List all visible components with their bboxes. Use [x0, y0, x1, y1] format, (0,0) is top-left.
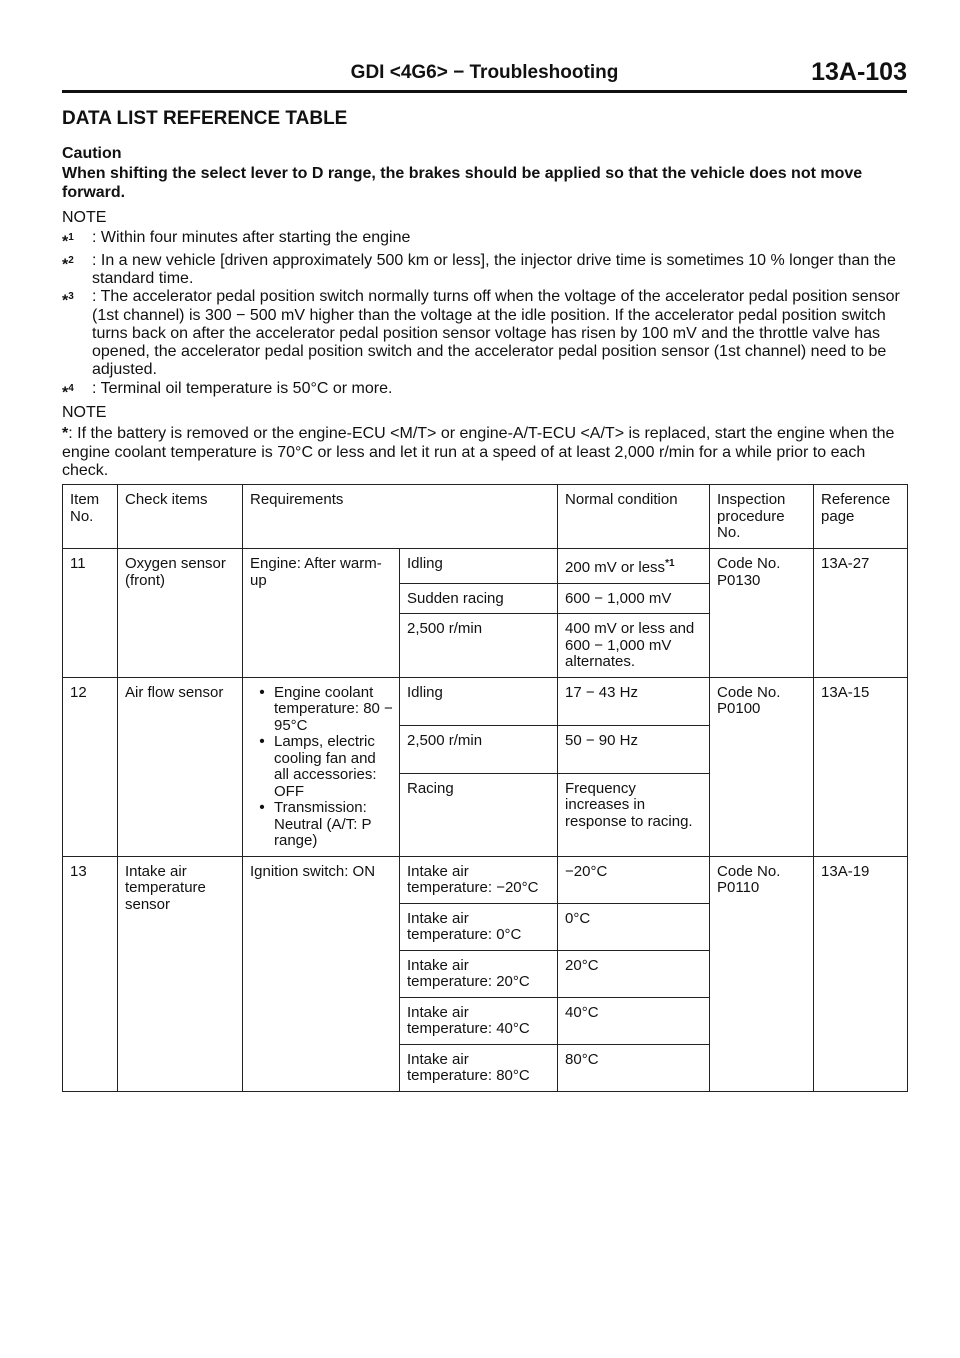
check-item: Oxygen sensor (front): [118, 549, 243, 678]
bullet-icon: •: [259, 683, 265, 701]
table-row: [63, 549, 908, 584]
header-reference-page: Reference page: [814, 485, 908, 549]
footnote-marker: *$^2$: [62, 254, 74, 273]
normal-condition: 17 − 43 Hz: [558, 677, 710, 725]
inspection-procedure: Code No. P0100: [710, 677, 814, 856]
reference-page: 13A-15: [814, 677, 908, 856]
requirement: Engine: After warm-up: [243, 549, 400, 678]
table-header-row: [63, 485, 908, 549]
reference-page: 13A-27: [814, 549, 908, 678]
table-row: [63, 677, 908, 725]
asterisk-icon: *1: [665, 558, 675, 569]
condition: Intake air temperature: 40°C: [400, 997, 558, 1044]
normal-condition: 600 − 1,000 mV: [558, 583, 710, 614]
reference-page: 13A-19: [814, 856, 908, 1091]
footnote-text: : Terminal oil temperature is 50°C or more.: [92, 379, 393, 397]
note2-text: [62, 425, 907, 481]
condition: 2,500 r/min: [400, 614, 558, 678]
requirement-list: [243, 677, 400, 856]
condition: Idling: [400, 549, 558, 584]
item-no: 13: [63, 856, 118, 1091]
normal-condition: 50 − 90 Hz: [558, 725, 710, 773]
bullet-icon: •: [259, 733, 265, 750]
check-item: Air flow sensor: [118, 677, 243, 856]
normal-condition: −20°C: [558, 856, 710, 903]
normal-condition: Frequency increases in response to racing.: [558, 773, 710, 856]
footnote-4: [62, 380, 907, 403]
data-list-table: [62, 484, 908, 1092]
header-check-items: Check items: [118, 485, 243, 549]
requirement-bullet: • Lamps, electric cooling fan and all accessories: OFF: [250, 734, 393, 800]
check-item: Intake air temperature sensor: [118, 856, 243, 1091]
page-header: [62, 58, 907, 93]
item-no: 12: [63, 677, 118, 856]
header-page-number: 13A-103: [811, 58, 907, 86]
header-requirements: Requirements: [243, 485, 558, 549]
footnote-2: [62, 252, 907, 289]
footnote-1: [62, 229, 907, 252]
note2-label: NOTE: [62, 404, 107, 421]
caution-text: When shifting the select lever to D range, the brakes should be applied so that the vehicle does not move forward.: [62, 165, 863, 201]
note2-marker: *: [62, 425, 69, 442]
normal-condition: 20°C: [558, 950, 710, 997]
section-heading: DATA LIST REFERENCE TABLE: [62, 108, 348, 129]
condition: Intake air temperature: −20°C: [400, 856, 558, 903]
condition: 2,500 r/min: [400, 725, 558, 773]
normal-condition: 200 mV or less$^{*1}$: [558, 549, 710, 584]
condition: Intake air temperature: 20°C: [400, 950, 558, 997]
normal-condition: 0°C: [558, 903, 710, 950]
footnote-text: : Within four minutes after starting the engine: [92, 229, 411, 246]
normal-condition: 40°C: [558, 997, 710, 1044]
header-inspection-procedure: Inspection procedure No.: [710, 485, 814, 549]
header-normal-condition: Normal condition: [558, 485, 710, 549]
condition: Idling: [400, 677, 558, 725]
requirement: Ignition switch: ON: [243, 856, 400, 1091]
note2-body: : If the battery is removed or the engine-ECU <M/T> or engine-A/T-ECU <A/T> is replaced, start the engine when the engine coolant temperature is 70°C or less and let it run at a speed of at least 2,000 r/min for a while prior to each check.: [62, 425, 895, 479]
footnote-marker: *$^4$: [62, 382, 74, 402]
inspection-procedure: Code No. P0130: [710, 549, 814, 678]
caution-label: Caution: [62, 145, 122, 162]
requirement-bullet: • Transmission: Neutral (A/T: P range): [250, 800, 393, 850]
normal-condition: 80°C: [558, 1044, 710, 1091]
condition: Racing: [400, 773, 558, 856]
header-title: GDI <4G6> − Troubleshooting: [350, 62, 619, 83]
item-no: 11: [63, 549, 118, 678]
normal-condition: 400 mV or less and 600 − 1,000 mV alternates.: [558, 614, 710, 678]
table-row: [63, 856, 908, 903]
condition: Intake air temperature: 80°C: [400, 1044, 558, 1091]
condition: Intake air temperature: 0°C: [400, 903, 558, 950]
footnote-marker: *$^1$: [62, 232, 74, 251]
note-label: NOTE: [62, 209, 107, 226]
requirement-bullet: • Engine coolant temperature: 80 − 95°C: [250, 685, 393, 735]
footnote-list: [62, 229, 907, 402]
header-item-no: Item No.: [63, 485, 118, 549]
bullet-icon: •: [259, 799, 265, 816]
inspection-procedure: Code No. P0110: [710, 856, 814, 1091]
condition: Sudden racing: [400, 583, 558, 614]
footnote-marker: *$^3$: [62, 291, 74, 310]
footnote-3: [62, 288, 907, 379]
footnote-text: : The accelerator pedal position switch normally turns off when the voltage of the accelerator pedal position sensor (1st channel) is 300 − 500 mV higher than the voltage at the idle position. If the accelerator pedal position switch turns back on after the accelerator pedal position sensor voltage has risen by 100 mV and the throttle valve has opened, the accelerator pedal position switch and the accelerator pedal position sensor (1st channel) need to be adjusted.: [92, 288, 900, 379]
footnote-text: : In a new vehicle [driven approximately 500 km or less], the injector drive time is sometimes 10 % longer than the standard time.: [92, 251, 896, 287]
